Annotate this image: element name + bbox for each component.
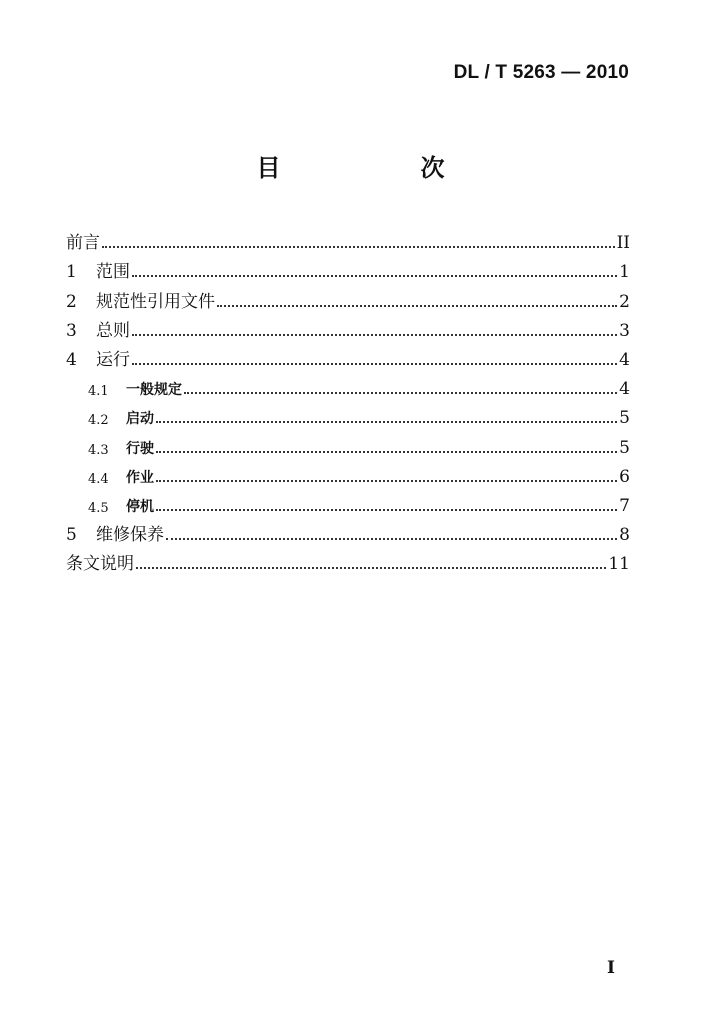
toc-entry-label: 条文说明 (66, 554, 134, 575)
toc-entry-scope[interactable] (66, 253, 630, 282)
toc-entry-page: 4 (619, 379, 630, 400)
toc-entry-page: 5 (619, 408, 630, 429)
toc-entry-number: 2 (66, 291, 77, 312)
toc-entry-number: 4 (66, 349, 77, 370)
toc-entry-number: 5 (66, 525, 77, 546)
toc-entry-number: 1 (66, 262, 77, 283)
toc-entry-page: 5 (619, 437, 630, 458)
toc-entry-startup[interactable] (66, 399, 630, 428)
toc-entry-page: 8 (619, 525, 630, 546)
toc-entry-maintenance[interactable] (66, 516, 630, 545)
toc-entry-explanation[interactable] (66, 545, 630, 574)
toc-entry-label: 总则 (96, 320, 130, 341)
toc-entry-number: 4.1 (88, 384, 109, 400)
toc-entry-general[interactable] (66, 312, 630, 341)
toc-entry-page: 2 (619, 291, 630, 312)
toc-leader-dots (132, 334, 617, 336)
toc-entry-general-provisions[interactable] (66, 370, 630, 399)
toc-leader-dots (156, 421, 617, 423)
toc-entry-foreword[interactable] (66, 224, 630, 253)
toc-entry-work[interactable] (66, 458, 630, 487)
toc-entry-shutdown[interactable] (66, 487, 630, 516)
toc-title: 目 次 (256, 154, 503, 182)
toc-entry-number: 4.3 (88, 442, 109, 458)
toc-leader-dots (132, 275, 617, 277)
toc-leader-dots (136, 567, 606, 569)
toc-entry-page: 11 (608, 554, 630, 575)
toc-entry-label: 一般规定 (126, 382, 182, 399)
toc-entry-number: 4.2 (88, 413, 109, 429)
toc-entry-label: 启动 (126, 411, 154, 428)
toc-entry-label: 规范性引用文件 (96, 291, 215, 312)
toc-entry-label: 维修保养 (96, 525, 164, 546)
toc-leader-dots (184, 392, 617, 394)
toc-entry-page: II (616, 233, 630, 254)
standard-code: DL / T 5263 — 2010 (453, 62, 629, 83)
toc-entry-page: 1 (619, 262, 630, 283)
toc-leader-dots (102, 246, 615, 248)
toc-entry-page: 7 (619, 495, 630, 516)
toc-entry-number: 3 (66, 320, 77, 341)
toc-entry-page: 6 (619, 466, 630, 487)
toc-entry-number: 4.4 (88, 471, 109, 487)
toc-entry-number: 4.5 (88, 500, 109, 516)
toc-entry-label: 停机 (126, 498, 154, 515)
toc-entry-label: 行驶 (126, 440, 154, 457)
toc-leader-dots (166, 538, 617, 540)
toc-entry-operation[interactable] (66, 341, 630, 370)
table-of-contents (66, 224, 630, 574)
toc-entry-label: 作业 (126, 469, 154, 486)
toc-leader-dots (217, 305, 617, 307)
toc-leader-dots (156, 451, 617, 453)
toc-entry-normative-references[interactable] (66, 282, 630, 311)
toc-entry-driving[interactable] (66, 428, 630, 457)
toc-leader-dots (132, 363, 617, 365)
toc-entry-label: 前言 (66, 233, 100, 254)
toc-entry-page: 4 (619, 349, 630, 370)
toc-leader-dots (156, 509, 617, 511)
page-number: I (607, 958, 615, 978)
toc-entry-label: 运行 (96, 349, 130, 370)
toc-leader-dots (156, 480, 617, 482)
toc-entry-label: 范围 (96, 262, 130, 283)
toc-entry-page: 3 (619, 320, 630, 341)
